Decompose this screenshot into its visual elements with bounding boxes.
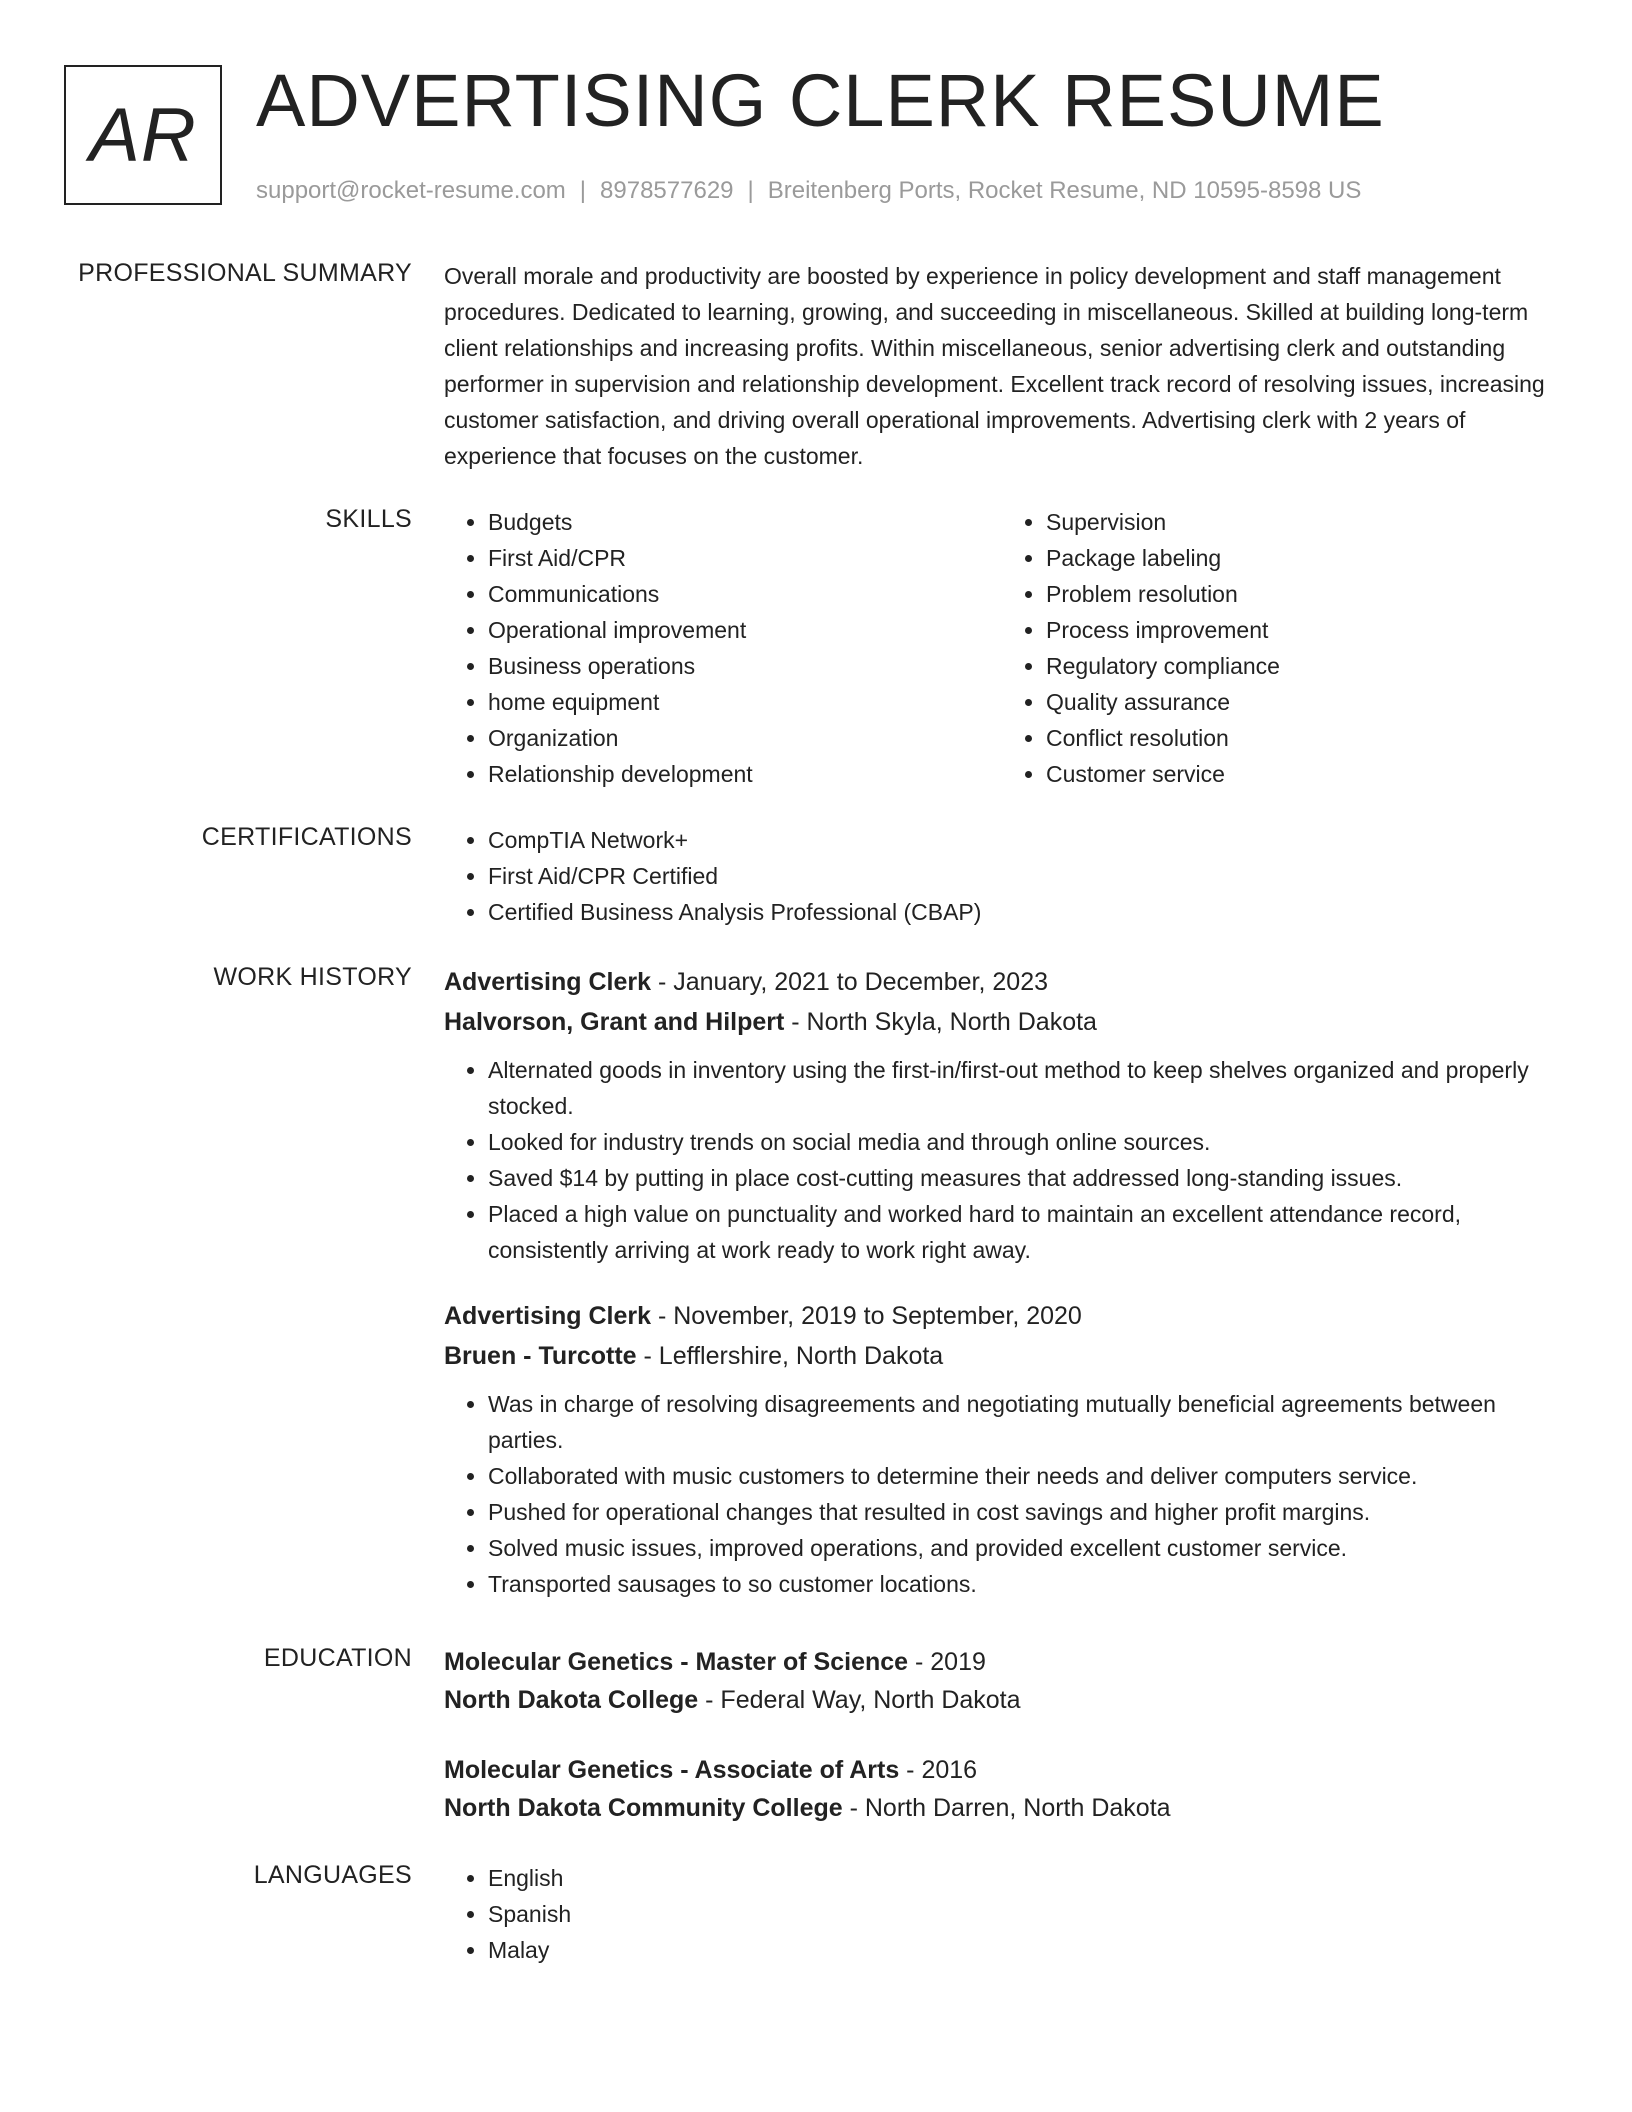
education-degree-line <box>444 1643 1560 1681</box>
job-bullet: • Placed a high value on punctuality and worked hard to maintain an excellent attendance record, consistently arriving at work ready to work right away. <box>488 1196 1560 1268</box>
education-location: - North Darren, North Dakota <box>842 1794 1171 1822</box>
job-company-line <box>444 1002 1560 1042</box>
job-company-line <box>444 1336 1560 1376</box>
education-school: North Dakota College <box>444 1686 699 1714</box>
certification-item: • First Aid/CPR Certified <box>488 858 1560 894</box>
section-label-summary: PROFESSIONAL SUMMARY <box>78 259 412 287</box>
certifications-list <box>444 822 1560 930</box>
job-entry <box>444 1296 1560 1602</box>
education-year: - 2016 <box>899 1756 978 1784</box>
education-degree: Molecular Genetics - Associate of Arts <box>444 1756 900 1784</box>
skill-item: • Budgets <box>488 504 1002 540</box>
section-label-skills: SKILLS <box>325 505 412 533</box>
job-bullet: • Solved music issues, improved operations, and provided excellent customer service. <box>488 1530 1560 1566</box>
work-history-body <box>444 962 1560 1602</box>
resume-header <box>64 59 1584 214</box>
certifications-body <box>444 822 1560 930</box>
skill-item: • Quality assurance <box>1046 684 1560 720</box>
language-item: • English <box>488 1860 1560 1896</box>
contact-address: Breitenberg Ports, Rocket Resume, ND 10595-8598 US <box>767 177 1362 204</box>
contact-separator: | <box>579 177 587 204</box>
skill-item: • Supervision <box>1046 504 1560 540</box>
summary-body <box>444 258 1560 474</box>
job-bullet: • Saved $14 by putting in place cost-cutting measures that addressed long-standing issues. <box>488 1160 1560 1196</box>
job-bullet: • Was in charge of resolving disagreements and negotiating mutually beneficial agreements between parties. <box>488 1386 1560 1458</box>
section-label-certifications: CERTIFICATIONS <box>201 823 412 851</box>
skill-item: • Business operations <box>488 648 1002 684</box>
job-title: Advertising Clerk <box>444 1302 652 1330</box>
language-item: • Spanish <box>488 1896 1560 1932</box>
job-bullet: • Pushed for operational changes that resulted in cost savings and higher profit margins. <box>488 1494 1560 1530</box>
education-entry <box>444 1751 1560 1827</box>
education-school: North Dakota Community College <box>444 1794 843 1822</box>
skill-item: • Package labeling <box>1046 540 1560 576</box>
skill-item: • Communications <box>488 576 1002 612</box>
section-label-languages: LANGUAGES <box>253 1861 412 1889</box>
education-body <box>444 1643 1560 1827</box>
section-label-work-history: WORK HISTORY <box>213 963 412 991</box>
job-entry <box>444 962 1560 1268</box>
skills-list-left <box>444 504 1002 792</box>
certification-item: • CompTIA Network+ <box>488 822 1560 858</box>
job-bullet-list <box>444 1386 1560 1602</box>
job-location: - Lefflershire, North Dakota <box>636 1342 944 1370</box>
skill-item: • Operational improvement <box>488 612 1002 648</box>
contact-line <box>256 176 1361 206</box>
job-company: Halvorson, Grant and Hilpert <box>444 1008 785 1036</box>
education-degree-line <box>444 1751 1560 1789</box>
job-dates: - November, 2019 to September, 2020 <box>651 1302 1082 1330</box>
job-title: Advertising Clerk <box>444 968 652 996</box>
job-bullet: • Transported sausages to so customer locations. <box>488 1566 1560 1602</box>
contact-email[interactable]: support@rocket-resume.com <box>256 177 566 204</box>
skill-item: • Regulatory compliance <box>1046 648 1560 684</box>
skill-item: • home equipment <box>488 684 1002 720</box>
education-school-line <box>444 1681 1560 1719</box>
skill-item: • Organization <box>488 720 1002 756</box>
skill-item: • Process improvement <box>1046 612 1560 648</box>
skill-item: • First Aid/CPR <box>488 540 1002 576</box>
skill-item: • Customer service <box>1046 756 1560 792</box>
education-entry <box>444 1643 1560 1719</box>
education-year: - 2019 <box>908 1648 986 1676</box>
certification-item: • Certified Business Analysis Professional (CBAP) <box>488 894 1560 930</box>
skills-body <box>444 504 1560 792</box>
languages-list <box>444 1860 1560 1968</box>
job-dates: - January, 2021 to December, 2023 <box>651 968 1049 996</box>
job-title-line <box>444 1296 1560 1336</box>
job-bullet-list <box>444 1052 1560 1268</box>
language-item: • Malay <box>488 1932 1560 1968</box>
job-bullet: • Collaborated with music customers to determine their needs and deliver computers service. <box>488 1458 1560 1494</box>
monogram: AR <box>64 65 222 205</box>
education-school-line <box>444 1789 1560 1827</box>
page-title: ADVERTISING CLERK RESUME <box>256 59 1385 142</box>
skill-item: • Conflict resolution <box>1046 720 1560 756</box>
education-degree: Molecular Genetics - Master of Science <box>444 1648 909 1676</box>
section-label-education: EDUCATION <box>263 1644 412 1672</box>
job-company: Bruen - Turcotte <box>444 1342 637 1370</box>
job-location: - North Skyla, North Dakota <box>784 1008 1097 1036</box>
languages-body <box>444 1860 1560 1968</box>
skills-list-right <box>1002 504 1560 792</box>
contact-separator: | <box>747 177 754 204</box>
contact-phone[interactable]: 8978577629 <box>600 177 734 204</box>
skill-item: • Relationship development <box>488 756 1002 792</box>
job-bullet: • Alternated goods in inventory using the first-in/first-out method to keep shelves organized and properly stocked. <box>488 1052 1560 1124</box>
summary-text: Overall morale and productivity are boosted by experience in policy development and staff management procedures. Dedicated to learning, growing, and succeeding in miscellaneous. Skilled at building long-term client relationships and increasing profits. Within miscellaneous, senior advertising clerk and outstanding performer in supervision and relationship development. Excellent track record of resolving issues, increasing customer satisfaction, and driving overall operational improvements. Advertising clerk with 2 years of experience that focuses on the customer. <box>444 263 1545 469</box>
skill-item: • Problem resolution <box>1046 576 1560 612</box>
job-bullet: • Looked for industry trends on social media and through online sources. <box>488 1124 1560 1160</box>
education-location: - Federal Way, North Dakota <box>698 1686 1021 1714</box>
job-title-line <box>444 962 1560 1002</box>
